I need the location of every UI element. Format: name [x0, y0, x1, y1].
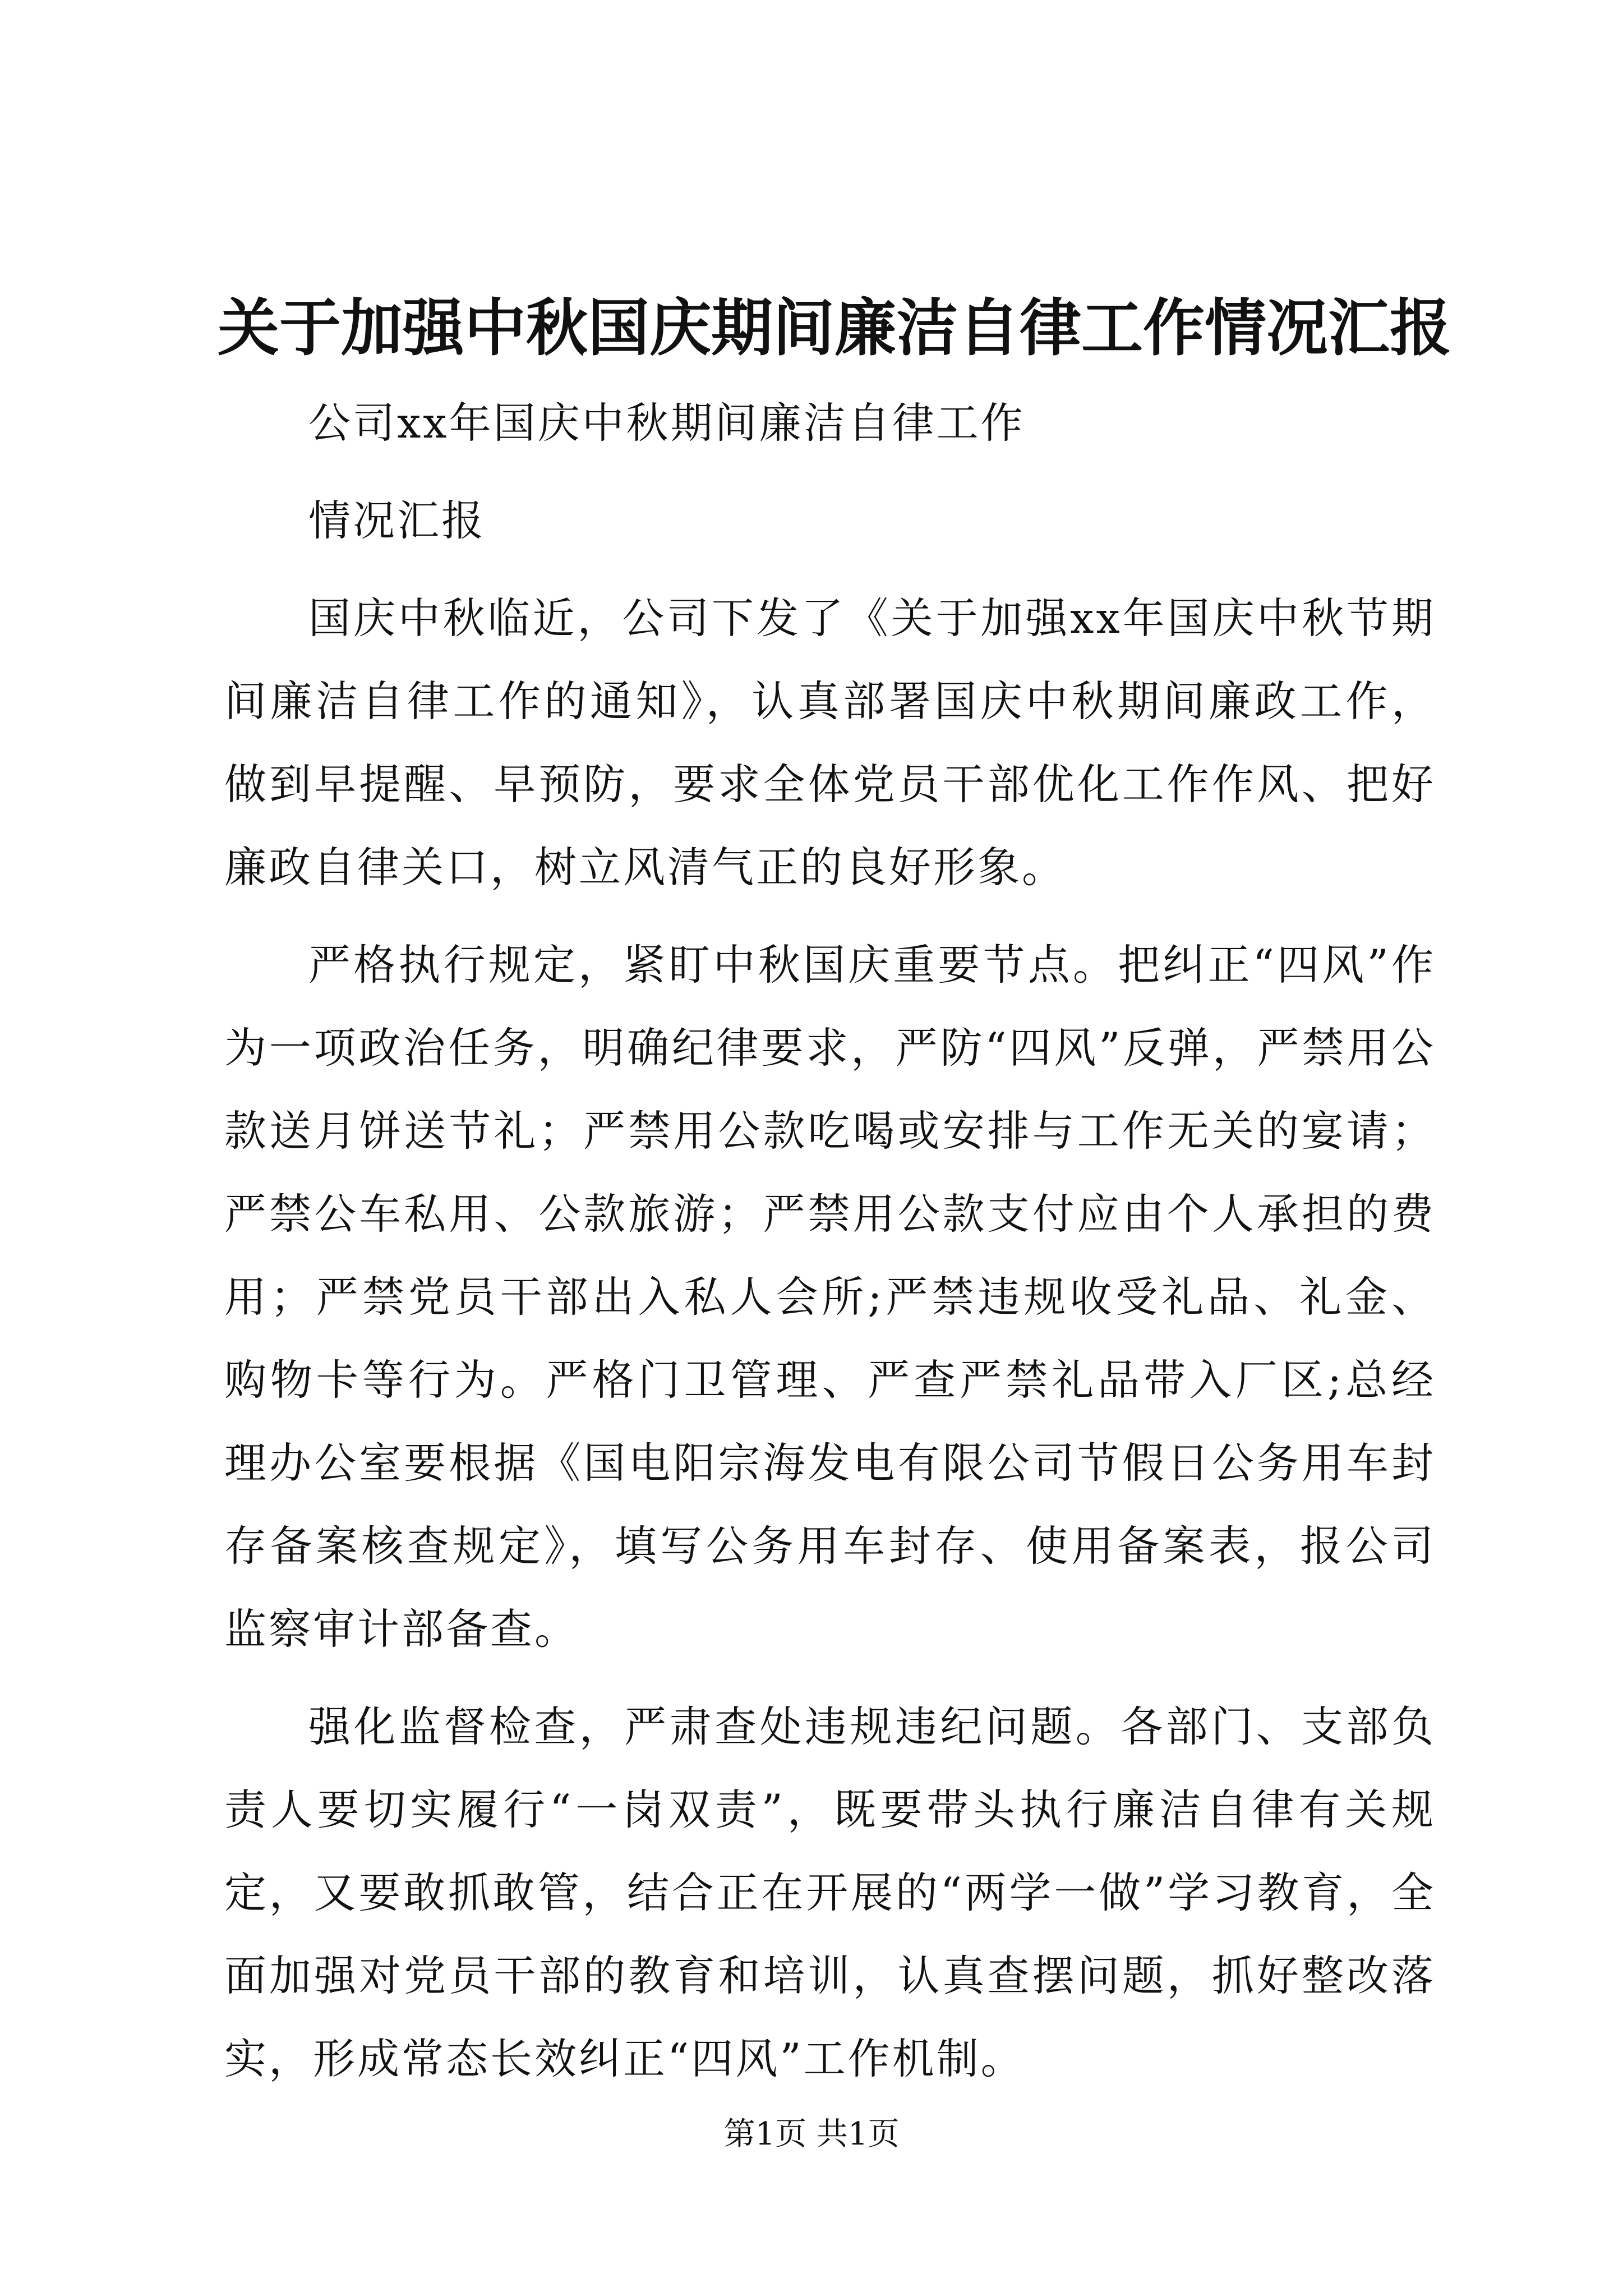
paragraph-subtitle-line-2: 情况汇报 [308, 496, 486, 545]
document-body [224, 381, 1436, 2115]
paragraph-subtitle-line-1: 公司xx年国庆中秋期间廉洁自律工作 [308, 398, 1025, 448]
paragraph-regulations: 严格执行规定，紧盯中秋国庆重要节点。把纠正“四风”作为一项政治任务，明确纪律要求，严防“四风”反弹，严禁用公款送月饼送节礼；严禁用公款吃喝或安排与工作无关的宴请；严禁公车私用、公款旅游；严禁用公款支付应由个人承担的费用；严禁党员干部出入私人会所;严禁违规收受礼品、礼金、购物卡等行为。严格门卫管理、严查严禁礼品带入厂区;总经理办公室要根据《国电阳宗海发电有限公司节假日公务用车封存备案核查规定》，填写公务用车封存、使用备案表，报公司监察审计部备查。 [224, 940, 1436, 1654]
document-title: 关于加强中秋国庆期间廉洁自律工作情况汇报 [218, 292, 1451, 364]
page-footer: 第1页 共1页 [723, 2116, 900, 2152]
paragraph-supervision: 强化监督检查，严肃查处违规违纪问题。各部门、支部负责人要切实履行“一岗双责”，既要带头执行廉洁自律有关规定，又要敢抓敢管，结合正在开展的“两学一做”学习教育，全面加强对党员干部的教育和培训，认真查摆问题，抓好整改落实，形成常态长效纠正“四风”工作机制。 [224, 1702, 1436, 2083]
paragraph-intro: 国庆中秋临近，公司下发了《关于加强xx年国庆中秋节期间廉洁自律工作的通知》，认真部署国庆中秋期间廉政工作，做到早提醒、早预防，要求全体党员干部优化工作作风、把好廉政自律关口，树立风清气正的良好形象。 [224, 593, 1436, 892]
